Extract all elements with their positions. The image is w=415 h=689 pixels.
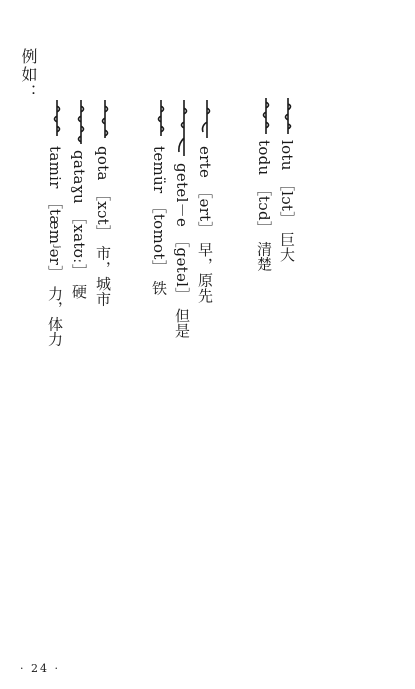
mongolian-word-glyph (98, 98, 112, 140)
page-number: · 24 · (20, 662, 60, 675)
mongolian-word-glyph (74, 98, 88, 146)
mongolian-word-glyph (154, 98, 168, 138)
ipa-pronunciation: ［ərt］ (196, 183, 214, 237)
example-tamir (46, 146, 64, 347)
transliteration: lotu (278, 140, 296, 171)
mongolian-word-glyph (200, 98, 214, 140)
transliteration: getel－e (173, 163, 191, 228)
ipa-pronunciation: ［tomot］ (150, 198, 168, 275)
transliteration: qataɣu (70, 150, 88, 204)
example-erte (196, 146, 214, 303)
transliteration: qota (94, 146, 112, 181)
chinese-gloss: 市，城市 (94, 245, 112, 307)
transliteration: todu (255, 140, 273, 176)
ipa-pronunciation: ［tæmʲər］ (46, 193, 64, 281)
mongolian-word-glyph (177, 98, 191, 158)
ipa-pronunciation: ［xatʊː］ (70, 209, 88, 279)
transliteration: erte (196, 146, 214, 179)
chinese-gloss: 但是 (173, 307, 191, 339)
example-lotu (278, 140, 296, 262)
mongolian-word-glyph (50, 98, 64, 138)
page-heading: 例如： (19, 48, 38, 102)
chinese-gloss: 清楚 (255, 241, 273, 272)
ipa-pronunciation: ［tɔd］ (255, 180, 273, 237)
ipa-pronunciation: ［gətəl］ (173, 232, 191, 303)
chinese-gloss: 早，原先 (196, 241, 214, 304)
mongolian-word-glyph (259, 96, 273, 136)
example-getele (173, 163, 191, 338)
example-qota (94, 146, 112, 307)
chinese-gloss: 硬 (70, 284, 88, 300)
transliteration: temür (150, 146, 168, 194)
example-todu (255, 140, 273, 272)
chinese-gloss: 铁 (150, 280, 168, 296)
ipa-pronunciation: ［xɔt］ (94, 185, 112, 241)
example-temur (150, 146, 168, 295)
transliteration: tamir (46, 146, 64, 189)
chinese-gloss: 力，体力 (46, 285, 64, 347)
chinese-gloss: 巨大 (278, 231, 296, 263)
ipa-pronunciation: ［lɔt］ (278, 175, 296, 227)
example-qatagu (70, 150, 88, 299)
mongolian-word-glyph (281, 96, 295, 136)
